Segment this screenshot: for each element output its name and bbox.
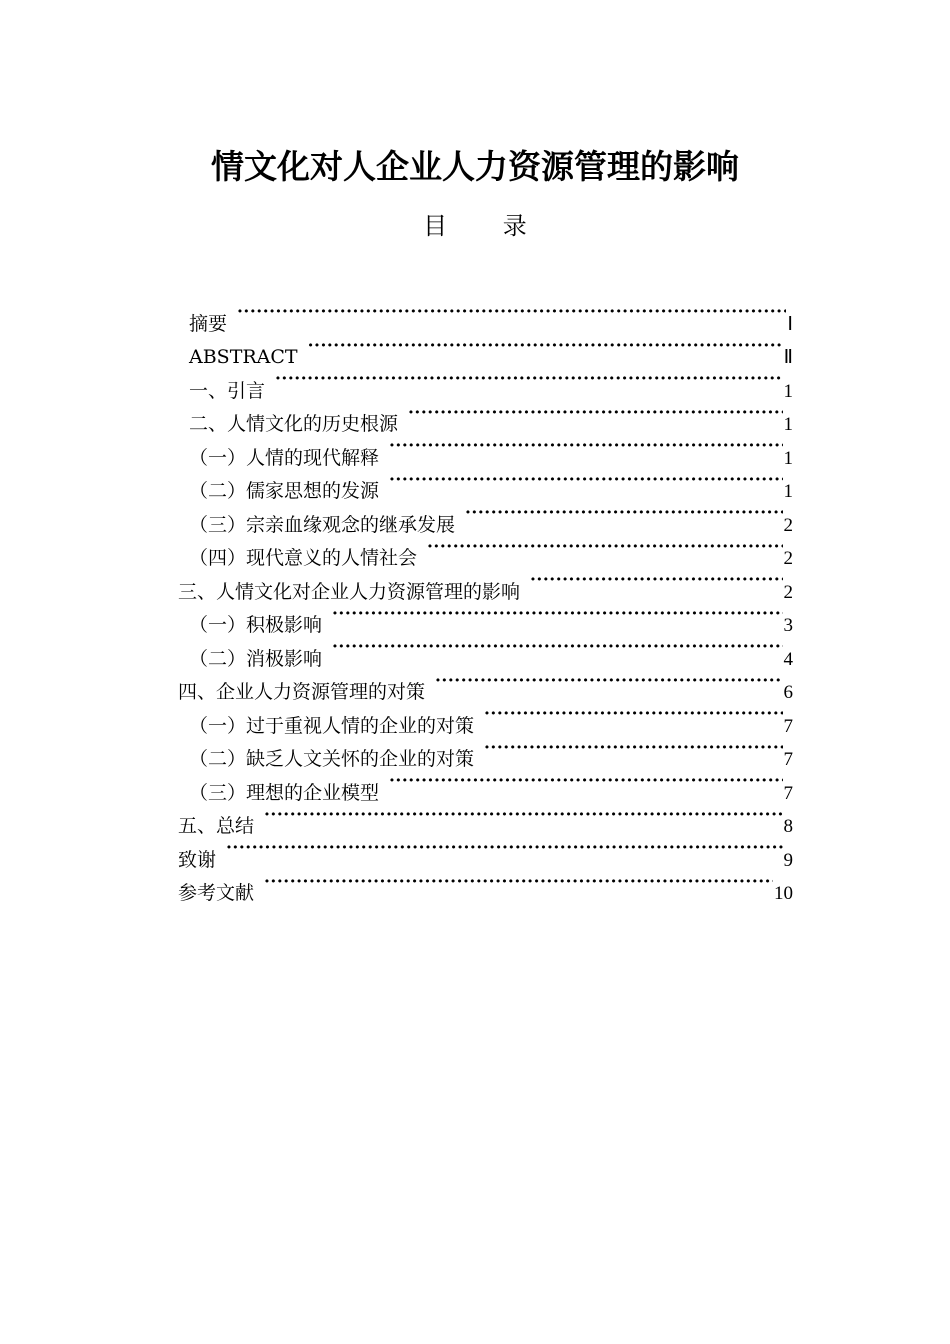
toc-entry[interactable] bbox=[178, 765, 793, 804]
toc-entry-page: 1 bbox=[783, 380, 793, 402]
toc-entry-page: 2 bbox=[783, 548, 793, 569]
toc-entry[interactable] bbox=[178, 531, 793, 569]
toc-entry-page: 8 bbox=[783, 816, 793, 837]
toc-entry-page: Ⅱ bbox=[783, 347, 793, 368]
toc-entry[interactable] bbox=[178, 631, 793, 670]
toc-leader-dots bbox=[308, 330, 783, 364]
toc-entry-page: 4 bbox=[783, 648, 793, 670]
toc-entry-page: 7 bbox=[783, 715, 793, 737]
toc-leader-dots bbox=[530, 564, 782, 598]
toc-entry-label: ABSTRACT bbox=[189, 346, 298, 368]
toc-entry[interactable] bbox=[178, 832, 793, 871]
toc-leader-dots bbox=[226, 832, 782, 866]
toc-leader-dots bbox=[237, 296, 786, 330]
toc-leader-dots bbox=[484, 698, 782, 732]
toc-entry-label: （一）人情的现代解释 bbox=[189, 446, 380, 469]
toc-leader-dots bbox=[465, 497, 782, 531]
toc-leader-dots bbox=[264, 799, 782, 833]
toc-entry[interactable] bbox=[178, 330, 793, 368]
toc-entry-label: 二、人情文化的历史根源 bbox=[189, 413, 399, 435]
toc-leader-dots bbox=[484, 732, 782, 766]
toc-entry-page: 6 bbox=[783, 682, 793, 703]
toc-entry-label: （四）现代意义的人情社会 bbox=[189, 547, 418, 569]
toc-entry-page: 3 bbox=[783, 615, 793, 636]
document-title: 情文化对人企业人力资源管理的影响 bbox=[211, 147, 739, 186]
toc-entry-label: 参考文献 bbox=[178, 882, 255, 904]
toc-entry-page: 2 bbox=[783, 514, 793, 536]
toc-entry-label: 一、引言 bbox=[189, 379, 266, 402]
toc-leader-dots bbox=[408, 397, 782, 431]
toc-entry[interactable] bbox=[178, 866, 793, 904]
toc-entry-page: Ⅰ bbox=[787, 313, 793, 335]
toc-entry[interactable] bbox=[178, 430, 793, 469]
toc-entry-page: 9 bbox=[783, 849, 793, 871]
toc-entry-label: （三）理想的企业模型 bbox=[189, 781, 380, 804]
toc-entry[interactable] bbox=[178, 363, 793, 402]
toc-leader-dots bbox=[389, 464, 782, 498]
toc-heading: 目 录 bbox=[423, 212, 551, 240]
toc-entry-label: 五、总结 bbox=[178, 815, 255, 837]
toc-leader-dots bbox=[332, 598, 782, 632]
toc-entry-page: 2 bbox=[783, 581, 793, 603]
toc-leader-dots bbox=[264, 866, 773, 900]
toc-entry[interactable] bbox=[178, 296, 793, 335]
toc-entry[interactable] bbox=[178, 564, 793, 603]
toc-entry-label: 致谢 bbox=[178, 848, 217, 871]
table-of-contents bbox=[178, 296, 793, 904]
toc-leader-dots bbox=[275, 363, 782, 397]
toc-entry[interactable] bbox=[178, 598, 793, 636]
toc-entry-label: 摘要 bbox=[189, 312, 228, 335]
toc-entry-label: （一）积极影响 bbox=[189, 614, 323, 636]
toc-entry-label: 三、人情文化对企业人力资源管理的影响 bbox=[178, 580, 521, 603]
toc-entry-label: （二）儒家思想的发源 bbox=[189, 480, 380, 502]
toc-entry[interactable] bbox=[178, 698, 793, 737]
toc-leader-dots bbox=[389, 765, 782, 799]
toc-entry[interactable] bbox=[178, 464, 793, 502]
toc-entry-page: 7 bbox=[783, 749, 793, 770]
toc-leader-dots bbox=[332, 631, 782, 665]
toc-entry-label: （二）消极影响 bbox=[189, 647, 323, 670]
toc-entry[interactable] bbox=[178, 799, 793, 837]
toc-entry-label: （三）宗亲血缘观念的继承发展 bbox=[189, 513, 456, 536]
toc-entry[interactable] bbox=[178, 397, 793, 435]
toc-leader-dots bbox=[389, 430, 782, 464]
toc-entry-page: 1 bbox=[783, 414, 793, 435]
toc-entry-page: 10 bbox=[774, 883, 793, 904]
toc-entry-page: 1 bbox=[783, 481, 793, 502]
toc-leader-dots bbox=[435, 665, 782, 699]
toc-entry-label: 四、企业人力资源管理的对策 bbox=[178, 681, 426, 703]
toc-entry-page: 1 bbox=[783, 447, 793, 469]
toc-entry-label: （二）缺乏人文关怀的企业的对策 bbox=[189, 748, 475, 770]
toc-entry[interactable] bbox=[178, 497, 793, 536]
toc-entry-label: （一）过于重视人情的企业的对策 bbox=[189, 714, 475, 737]
toc-entry[interactable] bbox=[178, 732, 793, 770]
toc-entry-page: 7 bbox=[783, 782, 793, 804]
toc-entry[interactable] bbox=[178, 665, 793, 703]
toc-leader-dots bbox=[427, 531, 782, 565]
